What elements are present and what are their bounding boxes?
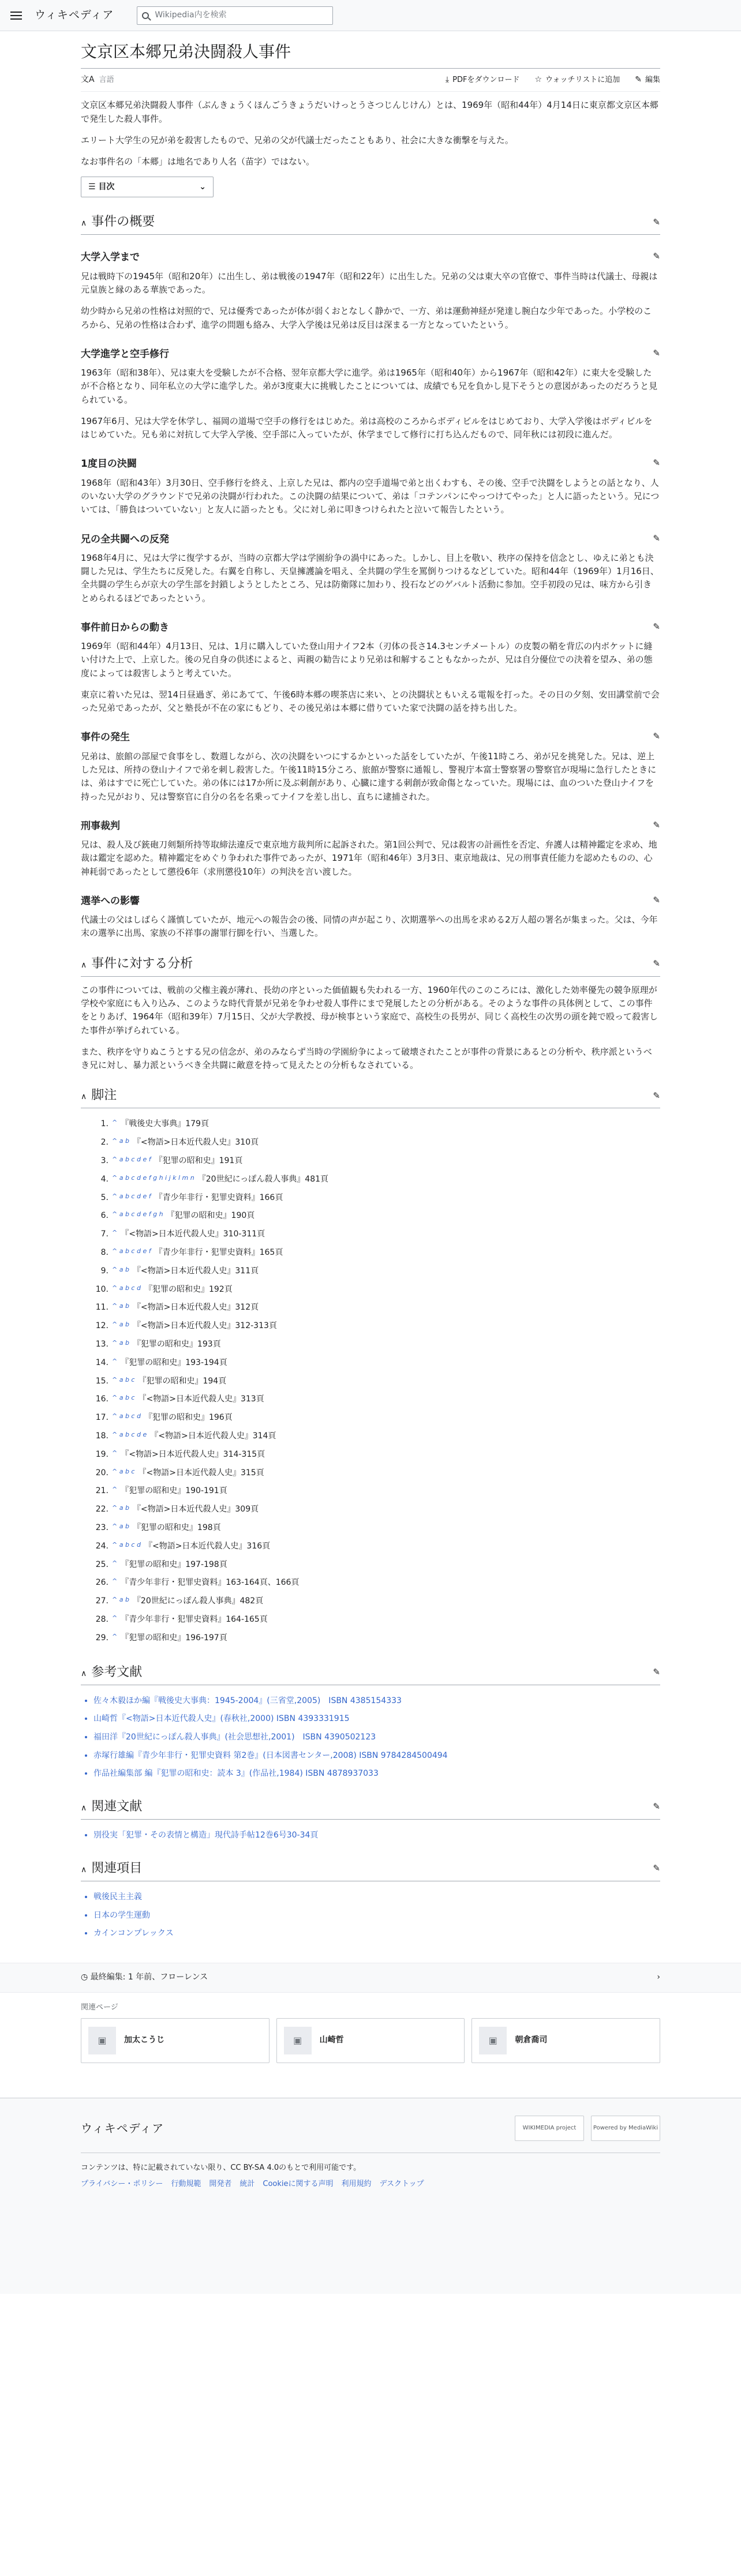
footnote-item xyxy=(81,1134,660,1152)
chevron-down-icon: ⌄ xyxy=(199,182,206,192)
edit-icon[interactable]: ✎ xyxy=(653,1666,660,1677)
footnote-item xyxy=(81,1207,660,1225)
footnote-item xyxy=(81,1629,660,1648)
edit-icon[interactable]: ✎ xyxy=(653,533,660,543)
chevron-down-icon: ∧ xyxy=(81,1092,87,1102)
download-pdf-button[interactable]: ⤓ PDFをダウンロード xyxy=(446,74,520,87)
section-title: 事件に対する分析 xyxy=(91,956,193,971)
subsection-title: 大学進学と空手修行 xyxy=(81,348,169,360)
footnote-item xyxy=(81,1354,660,1373)
footnote-item xyxy=(81,1281,660,1299)
clock-icon: ◷ xyxy=(81,1973,91,1982)
footer-link[interactable]: デスクトップ xyxy=(379,2180,424,2189)
subsection-heading xyxy=(81,456,660,471)
site-logo[interactable]: ウィキペディア xyxy=(35,8,114,21)
bibliography-item[interactable]: • 作品社編集部 編『犯罪の昭和史：読本 3』(作品社,1984) ISBN 4878937033 xyxy=(93,1765,660,1783)
subsection-heading xyxy=(81,819,660,834)
footnote-item xyxy=(81,1501,660,1519)
footnote-number: 11. xyxy=(95,1303,108,1313)
footnote-number: 9. xyxy=(100,1266,108,1276)
footnote-item xyxy=(81,1592,660,1611)
footer-link[interactable]: Cookieに関する声明 xyxy=(263,2180,334,2189)
footnote-backlink[interactable]: ^ xyxy=(112,1357,118,1365)
footnote-number: 20. xyxy=(95,1468,108,1478)
footnote-number: 26. xyxy=(95,1578,108,1588)
edit-icon[interactable]: ✎ xyxy=(653,894,660,905)
footnote-item xyxy=(81,1262,660,1281)
footer-link[interactable]: 行動規範 xyxy=(171,2180,201,2189)
last-edited-bar[interactable]: ◷ 最終編集: 1 年前、フローレンス › xyxy=(0,1963,741,1993)
footnote-item xyxy=(81,1574,660,1592)
footnote-backlink[interactable]: ^ a b c d e f xyxy=(112,1247,151,1255)
paragraph: 1963年（昭和38年）、兄は東大を受験したが不合格、翌年京都大学に進学。弟は1965年（昭和40年）から1967年（昭和42年）に東大を受験したが不合格となり、同年私立の大学に進学した。弟が3度東大に挑戦したことについては、成績でも兄を負かし見下そうとの意図があったのだろうと見られている。 xyxy=(81,368,658,405)
footnote-number: 3. xyxy=(100,1156,108,1166)
subsection-title: 刑事裁判 xyxy=(81,820,120,832)
image-icon: ▣ xyxy=(88,2027,116,2054)
subsection-title: 選挙への影響 xyxy=(81,895,140,907)
edit-icon[interactable]: ✎ xyxy=(653,958,660,969)
paragraph: 兄は、殺人及び銃砲刀剣類所持等取締法違反で東京地方裁判所に起訴された。第1回公判で、兄は殺害の計画性を否定、弁護人は精神鑑定を求め、地裁は鑑定を認めた。精神鑑定をめぐり争われた事件であったが、1971年（昭和46年）3月3日、東京地裁は、兄の刑事責任能力を認めたものの、心神耗弱であったとして懲役6年（求刑懲役10年）の判決を言い渡した。 xyxy=(81,839,657,877)
footnote-backlink[interactable]: ^ a b c d e f xyxy=(112,1192,151,1200)
related-card[interactable]: ▣ 山崎哲 xyxy=(276,2018,465,2063)
list-icon: ☰ xyxy=(88,182,99,192)
footnote-backlink[interactable]: ^ a b xyxy=(112,1265,129,1273)
language-icon: 文A xyxy=(81,75,95,85)
footnote-number: 13. xyxy=(95,1339,108,1349)
top-bar xyxy=(0,0,741,31)
footnote-backlink[interactable]: ^ a b xyxy=(112,1596,129,1604)
footnote-item xyxy=(81,1556,660,1574)
paragraph: 1967年6月、兄は大学を休学し、福岡の道場で空手の修行をはじめた。弟は高校のころからボディビルをはじめており、大学入学後はボディビルをはじめていた。兄も弟に対抗して大学入学後、空手部に入っていたが、休学までして修行に打ち込んだもので、同年秋には初段に進んだ。 xyxy=(81,415,653,440)
footnote-text: 『犯罪の昭和史』194頁 xyxy=(138,1376,227,1386)
chevron-down-icon: ∧ xyxy=(81,219,87,228)
edit-icon[interactable]: ✎ xyxy=(653,251,660,262)
footnote-number: 24. xyxy=(95,1541,108,1551)
menu-icon[interactable] xyxy=(10,12,22,20)
edit-icon[interactable]: ✎ xyxy=(653,819,660,830)
footnote-item xyxy=(81,1373,660,1391)
footnote-text: 『<物語>日本近代殺人史』312頁 xyxy=(132,1303,259,1313)
footnote-number: 19. xyxy=(95,1449,108,1459)
footnote-item xyxy=(81,1464,660,1483)
footnote-text: 『20世紀にっぽん殺人事典』481頁 xyxy=(197,1174,329,1184)
footnote-text: 『犯罪の昭和史』196-197頁 xyxy=(121,1633,227,1643)
paragraph: 幼少時から兄弟の性格は対照的で、兄は優秀であったが体が弱くおとなしく静かで、一方、弟は運動神経が発達し腕白な少年であった。小学校のころから、兄弟の性格は合わず、進学の問題も絡み、大学入学後は兄弟は反目は深まる一方となっていたという。 xyxy=(81,306,652,330)
section-heading[interactable]: ∧ 参考文献 ✎ xyxy=(81,1657,660,1685)
footnote-item xyxy=(81,1152,660,1171)
footnote-number: 8. xyxy=(100,1248,108,1257)
related-card[interactable]: ▣ 加太こうじ xyxy=(81,2018,270,2063)
footer-logo: ウィキペディア xyxy=(81,2121,164,2135)
chevron-down-icon: ∧ xyxy=(81,1803,87,1813)
subsection-heading xyxy=(81,894,660,909)
footnote-text: 『犯罪の昭和史』191頁 xyxy=(154,1156,243,1166)
footnote-number: 7. xyxy=(100,1229,108,1239)
bibliography-item[interactable]: • 赤塚行雄編『青少年非行・犯罪史資料 第2巻』(日本図書センター,2008) ISBN 9784284500494 xyxy=(93,1747,660,1765)
footnote-item xyxy=(81,1171,660,1189)
footnote-text: 『<物語>日本近代殺人史』313頁 xyxy=(138,1394,264,1404)
footnote-backlink[interactable]: ^ a b c d xyxy=(112,1284,141,1292)
footnote-backlink[interactable]: ^ a b c d e f g h i j k l m n xyxy=(112,1173,194,1182)
page-tools xyxy=(81,69,660,92)
footnote-number: 15. xyxy=(95,1376,108,1386)
intro-paragraph: エリート大学生の兄が弟を殺害したもので、兄弟の父が代議士だったこともあり、社会に大きな衝撃を与えた。 xyxy=(81,134,514,145)
paragraph: 東京に着いた兄は、翌14日昼過ぎ、弟にあてて、午後6時本郷の喫茶店に来い、との決闘状ともいえる電報を打った。その日の夕刻、安田講堂前で会った兄弟であったが、父と塾長が不在の家にもどり、その後兄弟は本郷に借りていた家で決闘の話を持ち出した。 xyxy=(81,689,660,714)
bibliography-item[interactable]: • 山崎哲『<物語>日本近代殺人史』(春秋社,2000) ISBN 4393331915 xyxy=(93,1710,660,1728)
footnote-text: 『<物語>日本近代殺人史』310-311頁 xyxy=(121,1229,265,1239)
chevron-down-icon: ∧ xyxy=(81,960,87,970)
footnote-text: 『犯罪の昭和史』190-191頁 xyxy=(121,1486,227,1496)
footnote-backlink[interactable]: ^ a b xyxy=(112,1321,129,1329)
footnote-backlink[interactable]: ^ xyxy=(112,1577,118,1585)
footnote-text: 『犯罪の昭和史』196頁 xyxy=(144,1413,233,1423)
edit-icon[interactable]: ✎ xyxy=(653,347,660,358)
footnote-backlink[interactable]: ^ a b xyxy=(112,1137,129,1145)
footnote-backlink[interactable]: ^ xyxy=(112,1449,118,1457)
paragraph: 1968年（昭和43年）3月30日、空手修行を終え、上京した兄は、都内の空手道場で弟と出くわすも、その後、空手で決闘をしようとの話となり、人のいない大学のグラウンドで兄弟の決闘が行われた。この決闘の結果について、弟は「コテンパンにやっつけてやった」と人に語ったという。兄については、「勝負はついていない」と友人に語ったとも。父に対し弟に叩きつけられたと泣いて報告したという。 xyxy=(81,477,660,515)
footnote-text: 『<物語>日本近代殺人史』309頁 xyxy=(132,1505,259,1514)
footnote-number: 21. xyxy=(95,1486,108,1496)
related-item-link[interactable]: • 日本の学生運動 xyxy=(93,1907,660,1925)
footnote-backlink[interactable]: ^ xyxy=(112,1614,118,1622)
related-lit-item[interactable]: • 別役実「犯罪・その表情と構造」現代詩手帖12巻6号30-34頁 xyxy=(93,1827,660,1845)
subsection-heading xyxy=(81,347,660,362)
footnote-backlink[interactable]: ^ a b xyxy=(112,1302,129,1310)
footnote-item xyxy=(81,1538,660,1556)
footnote-number: 18. xyxy=(95,1431,108,1441)
footnote-backlink[interactable]: ^ a b c d e f g h xyxy=(112,1210,163,1218)
footnote-item xyxy=(81,1611,660,1629)
image-icon: ▣ xyxy=(479,2027,507,2054)
edit-icon[interactable]: ✎ xyxy=(653,1863,660,1874)
footnote-text: 『犯罪の昭和史』193頁 xyxy=(132,1339,221,1349)
footnote-list xyxy=(81,1115,660,1647)
star-icon: ☆ xyxy=(534,75,542,85)
watchlist-button[interactable]: ☆ ウォッチリストに追加 xyxy=(534,74,620,87)
edit-icon[interactable]: ✎ xyxy=(653,731,660,742)
footnote-text: 『犯罪の昭和史』197-198頁 xyxy=(121,1559,227,1569)
related-pages xyxy=(0,1993,741,2063)
footnote-backlink[interactable]: ^ a b c xyxy=(112,1375,135,1383)
footnote-item xyxy=(81,1317,660,1336)
footnote-backlink[interactable]: ^ xyxy=(112,1119,118,1127)
subsection-title: 事件の発生 xyxy=(81,732,130,744)
footnote-text: 『犯罪の昭和史』190頁 xyxy=(166,1211,255,1221)
footnote-number: 25. xyxy=(95,1559,108,1569)
footnote-item xyxy=(81,1336,660,1354)
footnote-text: 『<物語>日本近代殺人史』314-315頁 xyxy=(121,1449,265,1459)
page-title: 文京区本郷兄弟決闘殺人事件 xyxy=(81,39,660,69)
paragraph: 1968年4月に、兄は大学に復学するが、当時の京都大学は学園紛争の渦中にあった。しかし、目上を敬い、秩序の保持を信念とし、ゆえに弟とも決闘した兄は、学生たちに反発した。右翼を自称し、天皇擁護論を唱え、全共闘の学生を罵倒りつけるなどしていた。昭和44年（1969年）1月16日、全共闘の学生らが京大の学生部を封鎖しようとしたところ、兄は防衛隊に加わり、投石などのゲバルト活動に参加。空手初段の兄は、味方から引きとめられるほどであったという。 xyxy=(81,552,659,603)
footnote-backlink[interactable]: ^ a b xyxy=(112,1504,129,1512)
toc-dropdown[interactable]: ☰ 目次 ⌄ xyxy=(81,177,214,197)
related-items-list xyxy=(81,1888,660,1943)
footnote-item xyxy=(81,1446,660,1464)
footnote-text: 『青少年非行・犯罪史資料』165頁 xyxy=(154,1248,283,1257)
sections-container xyxy=(81,207,660,1072)
footnote-item xyxy=(81,1189,660,1208)
intro-paragraph: 文京区本郷兄弟決闘殺人事件（ぶんきょうくほんごうきょうだいけっとうさつじんじけん）とは、1969年（昭和44年）4月14日に東京都文京区本郷で発生した殺人事件。 xyxy=(81,100,658,124)
footnote-number: 28. xyxy=(95,1614,108,1624)
image-icon: ▣ xyxy=(284,2027,312,2054)
bibliography-item[interactable]: • 佐々木毅ほか編『戦後史大事典：1945-2004』(三省堂,2005) ISBN 4385154333 xyxy=(93,1692,660,1711)
footnote-text: 『<物語>日本近代殺人史』314頁 xyxy=(150,1431,276,1441)
footnote-text: 『戦後史大事典』179頁 xyxy=(121,1119,209,1129)
footnote-backlink[interactable]: ^ a b xyxy=(112,1338,129,1347)
section-title: 事件の概要 xyxy=(91,215,155,230)
search-icon xyxy=(142,12,149,19)
footnote-text: 『犯罪の昭和史』192頁 xyxy=(144,1284,233,1294)
footnote-backlink[interactable]: ^ xyxy=(112,1559,118,1567)
footnote-backlink[interactable]: ^ a b c d e xyxy=(112,1430,147,1438)
footnote-item xyxy=(81,1427,660,1446)
footnote-number: 12. xyxy=(95,1321,108,1331)
chevron-down-icon: ∧ xyxy=(81,1668,87,1678)
download-icon: ⤓ xyxy=(445,75,450,85)
subsection-heading xyxy=(81,532,660,547)
paragraph: 兄は戦時下の1945年（昭和20年）に出生し、弟は戦後の1947年（昭和22年）に出生した。兄弟の父は東大卒の官僚で、事件当時は代議士、母親は元皇族と縁のある華族であった。 xyxy=(81,271,658,295)
footnote-number: 2. xyxy=(100,1138,108,1148)
footer xyxy=(0,2098,741,2294)
subsection-heading xyxy=(81,620,660,635)
subsection-title: 事件前日からの動き xyxy=(81,621,169,633)
footnote-number: 16. xyxy=(95,1394,108,1404)
footnote-number: 4. xyxy=(100,1174,108,1184)
footnote-number: 29. xyxy=(95,1633,108,1643)
footnote-text: 『青少年非行・犯罪史資料』166頁 xyxy=(154,1193,283,1202)
footnote-text: 『<物語>日本近代殺人史』315頁 xyxy=(138,1468,264,1478)
footnote-backlink[interactable]: ^ xyxy=(112,1229,118,1237)
subsection-title: 大学入学まで xyxy=(81,252,140,264)
footnote-backlink[interactable]: ^ xyxy=(112,1632,118,1640)
article-content xyxy=(0,31,741,1943)
paragraph: 代議士の父はしばらく謹慎していたが、地元への報告会の後、同情の声が起こり、次期選挙への出馬を求める2万人超の署名が集まった。父は、今年末の選挙に出馬、家族の不祥事の謝罪行脚を行い、当選した。 xyxy=(81,914,658,939)
chevron-right-icon: › xyxy=(657,1973,660,1982)
footnote-number: 6. xyxy=(100,1211,108,1221)
section-heading[interactable]: ∧ 関連項目 ✎ xyxy=(81,1853,660,1881)
footnote-number: 27. xyxy=(95,1596,108,1606)
wikimedia-badge[interactable]: WIKIMEDIA project xyxy=(515,2116,584,2141)
footnote-item xyxy=(81,1409,660,1427)
footnote-text: 『青少年非行・犯罪史資料』164-165頁 xyxy=(121,1614,268,1624)
footnote-item xyxy=(81,1115,660,1134)
edit-button[interactable]: ✎ 編集 xyxy=(635,74,660,87)
paragraph: 兄弟は、旅館の部屋で食事をし、数週しながら、次の決闘をいつにするかといった話をしていたが、午後11時ころ、弟が兄を挑発した。兄は、逆上した兄は、所持の登山ナイフで弟を刺し殺害した。午後11時15分ころ、旅館が警察に通報し、警視庁本富士警察署の警察官が現場に急行したときには、弟はすでに死亡していた。弟の体には17か所に及ぶ刺創があり、心臓に達する刺創が致命傷となっていた。現場には、血のついた登山ナイフを持った兄がおり、兄は警察官に自分の名を名乗ってナイフを差し出し、直ちに逮捕された。 xyxy=(81,751,657,802)
footnote-number: 5. xyxy=(100,1193,108,1202)
footnote-text: 『青少年非行・犯罪史資料』163-164頁、166頁 xyxy=(121,1578,300,1588)
footnote-number: 1. xyxy=(100,1119,108,1129)
footnote-backlink[interactable]: ^ a b c d xyxy=(112,1412,141,1420)
edit-icon: ✎ xyxy=(635,75,642,85)
search-input[interactable] xyxy=(137,6,333,25)
paragraph: この事件については、戦前の父権主義が薄れ、長幼の序といった価値観も失われる一方、1960年代のこのころには、激化した効率優先の競争原理が学校や家庭にも入り込み、このような時代背景が兄弟を争わせ殺人事件にまで発展したとの分析がある。そのような事件の具体例として、この事件をとりあげ、1964年（昭和39年）7月15日、父が大学教授、母が検事という家庭で、高校生の長男が、同じく高校生の次男の頭を鈍で殴って殺害した事件が挙げられている。 xyxy=(81,984,658,1036)
search-placeholder: Wikipedia内を検索 xyxy=(155,10,227,20)
related-card[interactable]: ▣ 朝倉喬司 xyxy=(471,2018,660,2063)
paragraph: また、秩序を守りぬこうとする兄の信念が、弟のみならず当時の学園紛争によって破壊されたことが事件の背景にあるとの分析や、秩序派というべき兄に対し、暴力派というべき全共闘に敵意を持って見えたとの分析もなされている。 xyxy=(81,1046,652,1071)
footnote-item xyxy=(81,1244,660,1262)
edit-icon[interactable]: ✎ xyxy=(653,621,660,632)
mediawiki-badge[interactable]: Powered by MediaWiki xyxy=(591,2116,660,2141)
language-button[interactable]: 文A 言語 xyxy=(81,74,114,87)
edit-icon[interactable]: ✎ xyxy=(653,216,660,227)
footnote-backlink[interactable]: ^ a b c d xyxy=(112,1540,141,1548)
footer-link[interactable]: 利用規約 xyxy=(341,2180,372,2189)
footnote-text: 『<物語>日本近代殺人史』311頁 xyxy=(132,1266,259,1276)
footnote-backlink[interactable]: ^ a b xyxy=(112,1522,129,1530)
related-pages-title: 関連ページ xyxy=(81,2003,118,2012)
section-heading[interactable] xyxy=(81,948,660,977)
footnote-number: 23. xyxy=(95,1523,108,1532)
subsection-heading xyxy=(81,730,660,745)
footnote-text: 『20世紀にっぽん殺人事典』482頁 xyxy=(132,1596,264,1606)
footer-link[interactable]: 開発者 xyxy=(209,2180,232,2189)
bibliography-list xyxy=(81,1692,660,1783)
footnote-item xyxy=(81,1482,660,1501)
related-lit-list xyxy=(81,1827,660,1845)
footnote-item xyxy=(81,1225,660,1244)
bibliography-item[interactable]: • 福田洋『20世紀にっぽん殺人事典』(社会思想社,2001) ISBN 4390502123 xyxy=(93,1728,660,1747)
footnote-backlink[interactable]: ^ a b c xyxy=(112,1394,135,1402)
footnote-backlink[interactable]: ^ a b c xyxy=(112,1467,135,1475)
footnote-text: 『<物語>日本近代殺人史』312-313頁 xyxy=(132,1321,277,1331)
related-item-link[interactable]: • 戦後民主主義 xyxy=(93,1888,660,1907)
footnote-number: 14. xyxy=(95,1358,108,1367)
section-heading[interactable]: ∧ 関連文献 ✎ xyxy=(81,1791,660,1820)
subsection-heading xyxy=(81,250,660,265)
footnote-text: 『<物語>日本近代殺人史』310頁 xyxy=(132,1138,259,1148)
edit-icon[interactable]: ✎ xyxy=(653,458,660,468)
footnote-number: 10. xyxy=(95,1284,108,1294)
footnote-item xyxy=(81,1299,660,1317)
footnote-backlink[interactable]: ^ a b c d e f xyxy=(112,1156,151,1164)
footnote-item xyxy=(81,1390,660,1409)
intro-paragraph: なお事件名の「本郷」は地名であり人名（苗字）ではない。 xyxy=(81,156,315,167)
edit-icon[interactable]: ✎ xyxy=(653,1090,660,1101)
footnote-number: 17. xyxy=(95,1413,108,1423)
paragraph: 1969年（昭和44年）4月13日、兄は、1月に購入していた登山用ナイフ2本（刃体の長さ14.3センチメートル）の皮製の鞘を背広の内ポケットに縫い付けた上で、上京した。後の兄自身の供述によると、両親の勧告により兄弟は和解することもなかったが、兄は自分優位での決着を望み、弟の態度によっては殺害しようと考えていた。 xyxy=(81,641,653,678)
subsection-title: 兄の全共闘への反発 xyxy=(81,533,169,545)
footnote-text: 『犯罪の昭和史』193-194頁 xyxy=(121,1358,227,1367)
footnote-item xyxy=(81,1519,660,1538)
license-text: コンテンツは、特に記載されていない限り、CC BY-SA 4.0のもとで利用可能です。 xyxy=(81,2163,361,2173)
footer-link[interactable]: プライバシー・ポリシー xyxy=(81,2180,163,2189)
footer-links xyxy=(81,2178,660,2190)
related-item-link[interactable]: • カインコンプレックス xyxy=(93,1925,660,1943)
edit-icon[interactable]: ✎ xyxy=(653,1801,660,1812)
footnote-number: 22. xyxy=(95,1505,108,1514)
footnote-backlink[interactable]: ^ xyxy=(112,1486,118,1494)
footer-link[interactable]: 統計 xyxy=(239,2180,255,2189)
section-heading[interactable] xyxy=(81,207,660,235)
section-heading[interactable]: ∧ 脚注 ✎ xyxy=(81,1080,660,1108)
chevron-down-icon: ∧ xyxy=(81,1865,87,1874)
footnote-text: 『<物語>日本近代殺人史』316頁 xyxy=(144,1541,271,1551)
subsection-title: 1度目の決闘 xyxy=(81,458,137,470)
footnote-text: 『犯罪の昭和史』198頁 xyxy=(132,1523,221,1532)
